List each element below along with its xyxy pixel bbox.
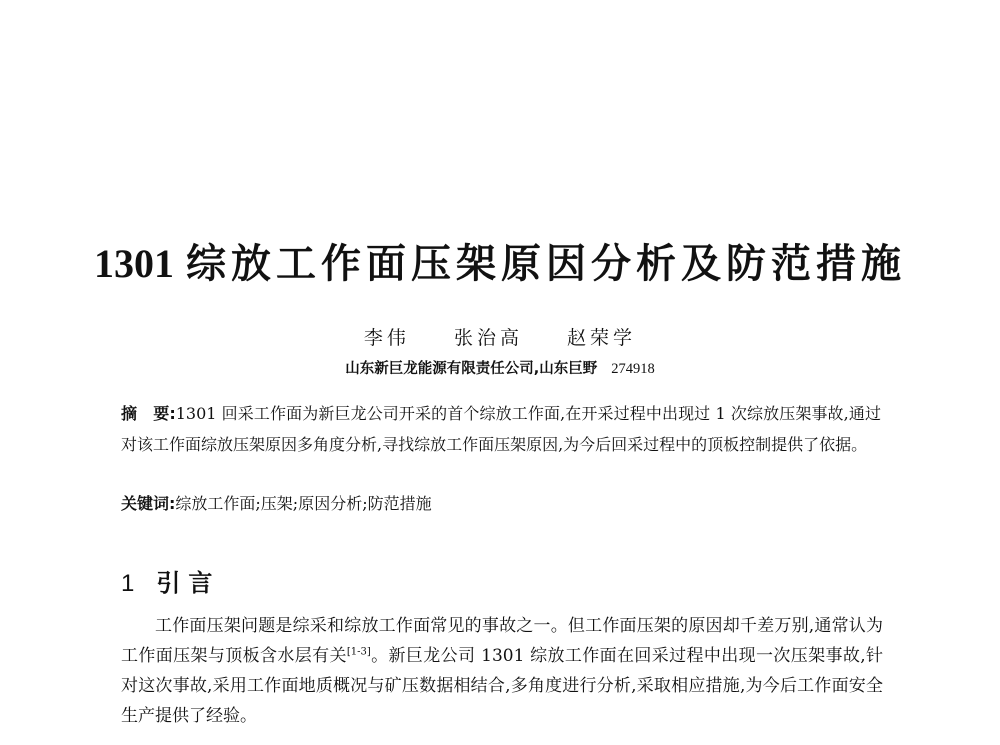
citation-ref: [1-3] [346,646,371,658]
section-number: 1 [121,570,135,597]
keywords-label: 关键词: [121,494,176,513]
title-number: 1301 [94,241,174,286]
section-heading [121,563,220,598]
title-text: 综放工作面压架原因分析及防范措施 [186,240,906,287]
postal-code: 274918 [611,361,655,377]
affiliation [0,357,1000,378]
abstract-text: 1301 回采工作面为新巨龙公司开采的首个综放工作面,在开采过程中出现过 1 次综放压架事故,通过对该工作面综放压架原因多角度分析,寻找综放工作面压架原因,为今后回采过程中的顶板控制提供了依据。 [121,404,881,454]
keywords [121,492,881,516]
author-list [0,323,1000,350]
section-title: 引言 [156,569,221,597]
author-name: 张治高 [453,327,523,349]
paper-title [0,232,1000,289]
abstract [121,398,881,460]
body-text: 。新巨龙公司 1301 综放工作面在回采过程中出现一次压架事故,针对这次事故,采用工作面地质概况与矿压数据相结合,多角度进行分析,采取相应措施,为今后工作面安全生产提供了经验。 [121,646,884,726]
abstract-label: 摘 要: [121,404,176,423]
body-text: 工作面压架问题是综采和综放工作面常见的事故之一。但工作面压架的原因却千差万别,通常认为工作面压架与顶板含水层有关 [121,616,883,666]
author-name: 李伟 [363,327,410,349]
author-name: 赵荣学 [567,327,637,349]
keywords-text: 综放工作面;压架;原因分析;防范措施 [175,494,432,513]
body-paragraph [121,611,883,731]
affiliation-text: 山东新巨龙能源有限责任公司,山东巨野 [345,361,598,377]
